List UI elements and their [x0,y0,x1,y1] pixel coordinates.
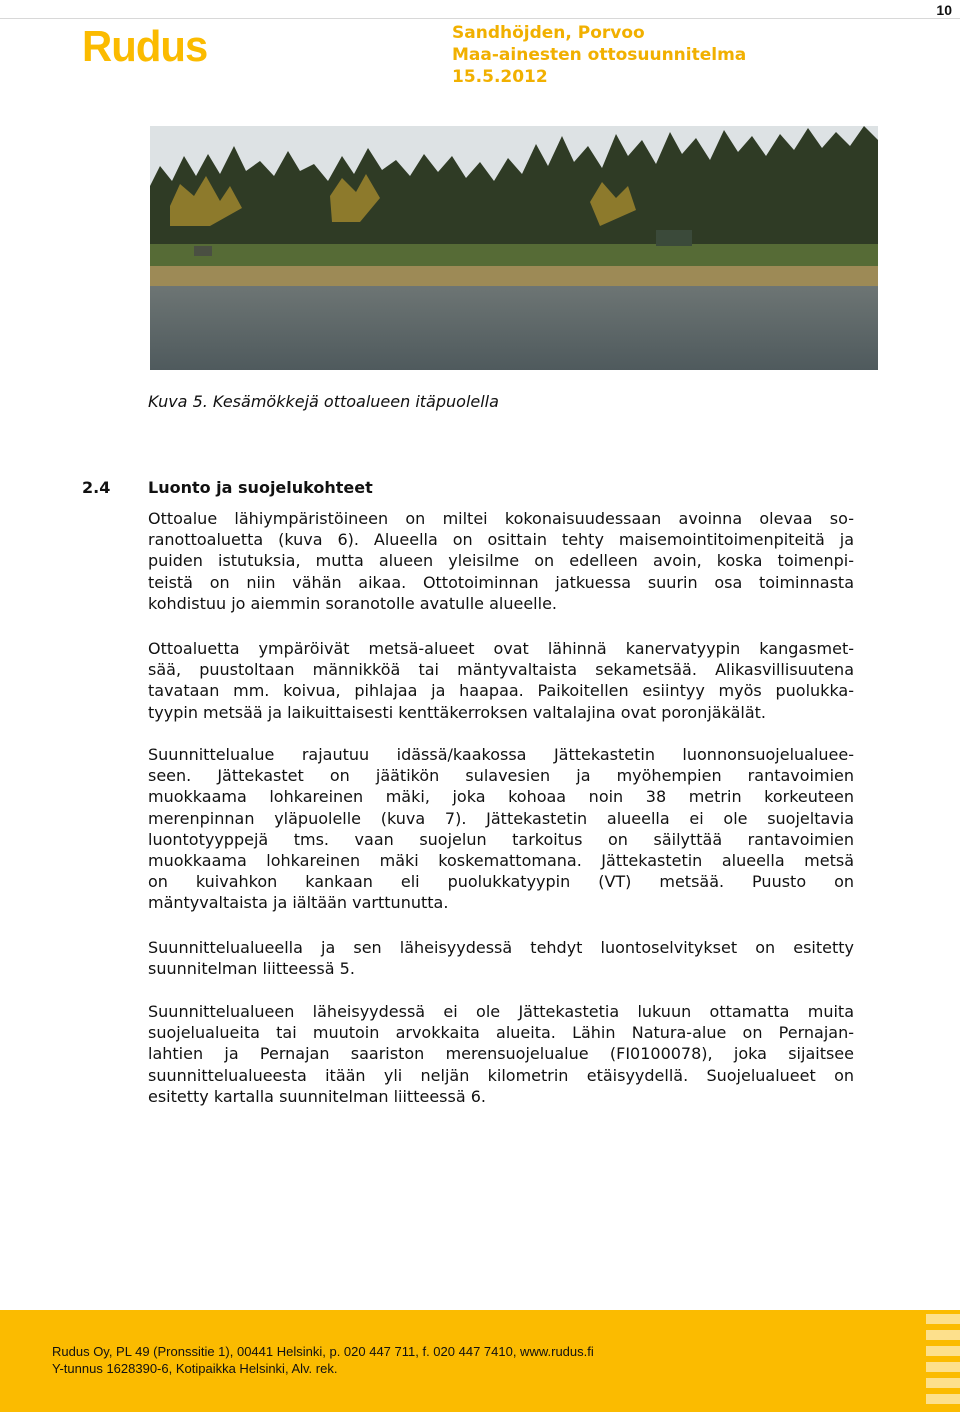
text-line: kohdistuu jo aiemmin soranotolle avatulle alueelle. [148,593,557,613]
footer-contact [52,1343,594,1377]
photo-water [150,286,878,370]
photo-cottage [656,230,692,246]
footer-address: Rudus Oy, PL 49 (Pronssitie 1), 00441 Helsinki, p. 020 447 711, f. 020 447 7410, www.rudus.fi [52,1344,594,1359]
text-line: sää, puustoltaan männikköä tai mäntyvaltaista sekametsää. Alikasvillisuutena [148,660,854,680]
paragraph [148,508,854,614]
paragraph [148,1001,854,1107]
footer-business-id: Y-tunnus 1628390-6, Kotipaikka Helsinki, Alv. rek. [52,1361,338,1376]
text-line: Suunnittelualueen läheisyydessä ei ole Jättekastetia lukuun ottamatta muita [148,1002,854,1021]
figure-caption: Kuva 5. Kesämökkejä ottoalueen itäpuolella [148,392,499,411]
section-number: 2.4 [82,478,111,497]
text-line: tyypin metsää ja laikuittaisesti kenttäkerroksen valtalajina ovat poronjäkälät. [148,702,766,722]
paragraph [148,744,854,914]
text-line: Ottoaluetta ympäröivät metsä-alueet ovat lähinnä kanervatyypin kangasmet- [148,639,854,658]
text-line: Ottoalue lähiympäristöineen on miltei kokonaisuudessaan avoinna olevaa so- [148,509,854,528]
header-document-title: Maa-ainesten ottosuunnitelma [452,45,747,65]
text-line: ranottoaluetta (kuva 6). Alueella on osittain tehty maisemointitoimenpiteitä ja [148,530,854,550]
paragraph [148,638,854,723]
text-line: Suunnittelualueella ja sen läheisyydessä tehdyt luontoselvitykset on esitetty [148,938,854,957]
text-line: merenpinnan yläpuolelle (kuva 7). Jättekastetin alueella ei ole suojeltavia [148,808,854,828]
document-header [452,22,746,88]
section-title: Luonto ja suojelukohteet [148,478,373,497]
photo-cottage [194,246,212,256]
text-line: Suunnittelualue rajautuu idässä/kaakossa Jättekastetin luonnonsuojelualuee- [148,745,854,764]
section-heading [82,477,373,499]
header-date: 15.5.2012 [452,67,548,87]
lake-photo [150,126,878,370]
header-location: Sandhöjden, Porvoo [452,23,645,43]
text-line: teistä on niin vähän aikaa. Ottotoiminnan jatkuessa suurin osa toiminnasta [148,572,854,592]
paragraph [148,937,854,979]
text-line: muokkaama lohkareinen mäki koskemattomana. Jättekastetin alueella metsä [148,851,854,871]
text-line: on kuivahkon kankaan eli puolukkatyypin (VT) metsää. Puusto on [148,872,854,892]
text-line: suunnitelman liitteessä 5. [148,959,355,979]
text-line: suojelualueita tai muutoin arvokkaita alueita. Lähin Natura-alue on Pernajan- [148,1023,854,1043]
text-line: tavataan mm. koivua, pihlajaa ja haapaa. Paikoitellen esiintyy myös puolukka- [148,681,854,701]
text-line: suunnittelualueesta itään yli neljän kilometrin etäisyydellä. Suojelualueet on [148,1065,854,1085]
photo-reeds [150,266,878,288]
text-line: luontotyyppejä tms. vaan suojelun tarkoitus on säilyttää rantavoimien [148,829,854,849]
text-line: lahtien ja Pernajan saariston merensuojelualue (FI0100078), joka sijaitsee [148,1044,854,1064]
header-divider [0,18,960,19]
page-number: 10 [920,2,960,18]
text-line: seen. Jättekastet on jäätikön sulavesien ja myöhempien rantavoimien [148,766,854,786]
text-line: mäntyvaltaista ja iältään varttunutta. [148,893,449,913]
text-line: muokkaama lohkareinen mäki, joka kohoaa noin 38 metrin korkeuteen [148,787,854,807]
text-line: puiden istutuksia, mutta alueen yleisilme on edelleen avoin, koska toimenpi- [148,551,854,571]
rudus-logo: Rudus [82,22,208,71]
footer-stripes-decoration [922,1310,960,1412]
text-line: esitetty kartalla suunnitelman liitteessä 6. [148,1086,486,1106]
